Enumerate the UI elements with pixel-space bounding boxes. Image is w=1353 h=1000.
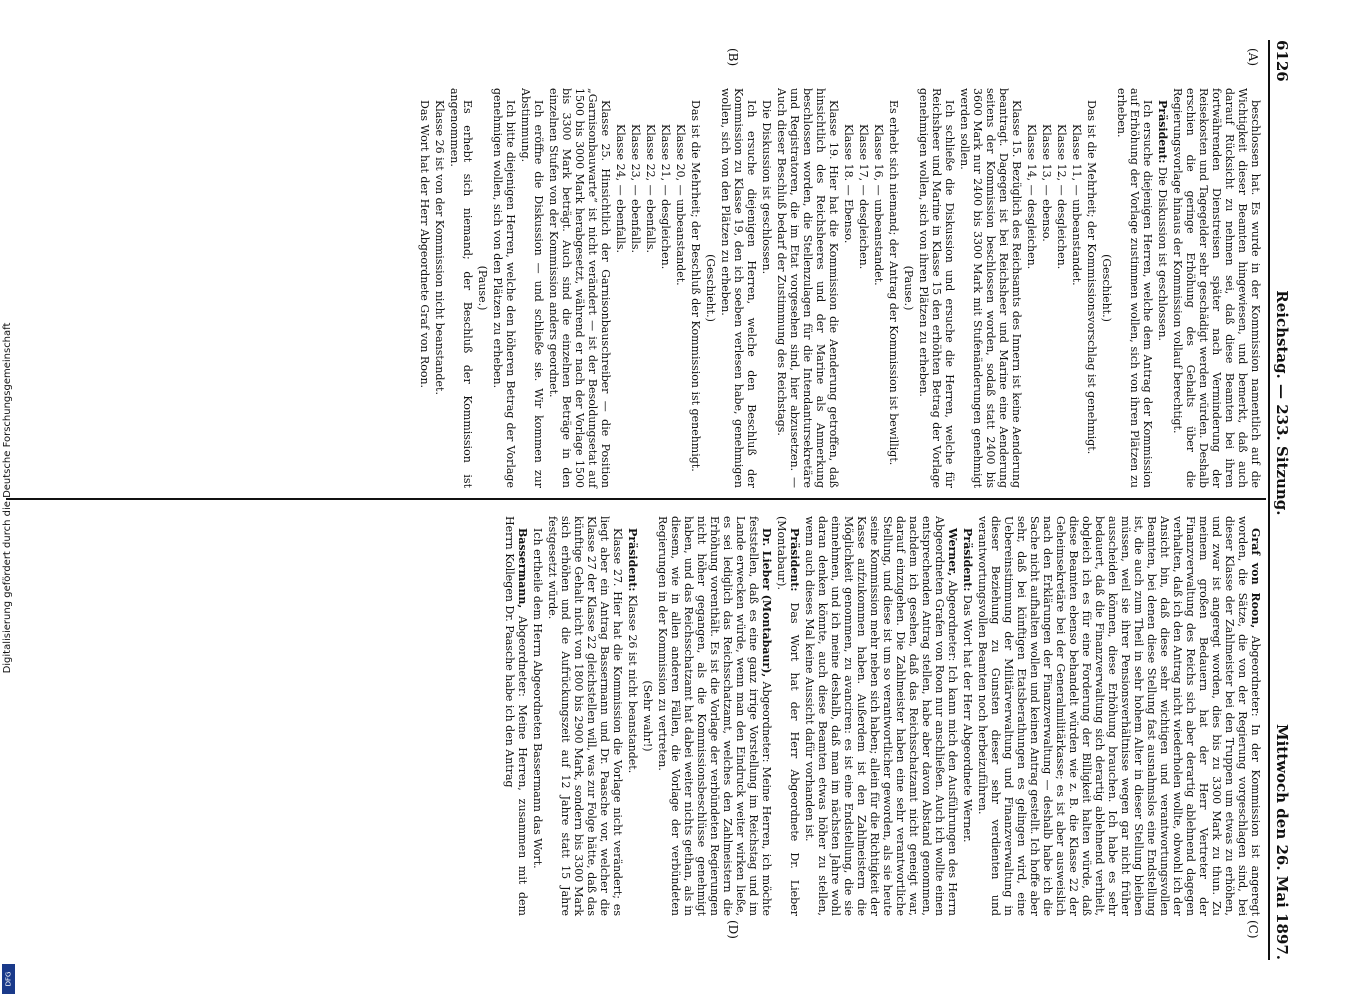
speech-paragraph: [976, 516, 1262, 916]
paragraph: Ich ertheile dem Herrn Abgeordneten Bassermann das Wort.: [531, 528, 544, 869]
class-item: Klasse 13, — ebenso.: [1040, 124, 1053, 242]
right-column: [501, 516, 1262, 916]
speech-text: Klasse 26 ist nicht beanstandet.: [626, 591, 639, 774]
class-item: Klasse 14, — desgleichen.: [1025, 124, 1038, 270]
stage-direction: (Sehr wahr!): [641, 680, 654, 752]
page-header: [1270, 40, 1294, 960]
class-item: Klasse 24, — ebenfalls.: [614, 124, 627, 254]
speech-text: Abgeordneter: Meine Herren, ich möchte feststellen, daß es eine ganz irrige Vorstellung im Reichstag und im Lande erwecken würde, wenn man den Eindruck weiter wirken ließe, es sei lediglich das Reichsschatzamt, welches den Zahlmeistern die Erhöhung vorenthält. Es ist die Vorlage der verbündeten Regierungen nicht höher gegangen, als die Kommissionsbeschlüsse genehmigt haben, und das Reichsschatzamt hat dabei weiter nichts gethan, als in diesem, wie in allen anderen Fällen, die Vorlage der verbündeten Regierungen in der Kommission zu vertreten.: [656, 516, 773, 916]
paragraph: Das Wort hat der Herr Abgeordnete Graf von Roon.: [418, 100, 431, 389]
class-item: Klasse 11, — unbeanstandet.: [1070, 124, 1083, 286]
speaker-name: Präsident:: [626, 528, 639, 592]
session-date: Mittwoch den 26. Mai 1897.: [1273, 723, 1291, 960]
page-number: 6126: [1273, 40, 1291, 82]
stage-direction: (Geschieht.): [1100, 254, 1113, 322]
dfg-logo-text: DFG: [4, 971, 13, 987]
speech-text: Abgeordneter: In der Kommission ist angeregt worden, die Sätze, die von der Regierung vorgeschlagen sind, bei dieser Klasse der Zahlmeister bei den Truppen um etwas zu erhöhen, und zwar ist angeregt worden, dies bis zu 3300 Mark zu thun. Zu meinem großen Bedauern hat der Herr Vertreter der Finanzverwaltung des Reichs sich aber derartig ablehnend dagegen verhalten, daß ich den Antrag nicht wiederholen wollte, obwohl ich der Ansicht bin, daß diese sehr wichtigen und verantwortungsvollen Beamten, bei denen diese Stellung fast ausnahmslos eine Endstellung ist, die auch zum Theil in sehr hohem Alter in dieser Stellung bleiben müssen, weil sie ihrer Pensionsverhältnisse wegen gar nicht früher ausscheiden können, diese Erhöhung brauchen. Ich habe es sehr bedauert, daß die Finanzverwaltung sich derartig ablehnend verhielt, obgleich ich es für eine Forderung der Billigkeit halten würde, daß diese Beamten ebenso behandelt würden wie z. B. die Klasse 22 der Geheimsekretäre bei der Generalmilitärkasse; es ist aber ausweislich nach den Erklärungen der Finanzverwaltung — deshalb habe ich die Sache nicht aufhalten wollen und keinen Antrag gestellt. Ich hoffe aber sehr, daß bei künftigen Etatsberathungen es gelingen wird, eine Uebereinstimmung der Militärverwaltung und Finanzverwaltung in dieser Beziehung zu Gunsten dieser sehr verdienten und verantwortungsvollen Beamten noch herbeizuführen.: [976, 516, 1262, 916]
class-item: Klasse 23, — ebenfalls.: [629, 124, 642, 254]
speech-paragraph: [626, 516, 639, 916]
speaker-name: Graf von Roon,: [1249, 528, 1262, 629]
digitization-note: Digitalisierung gefördert durch die Deutsche Forschungsgemeinschaft: [2, 322, 13, 674]
paragraph: Die Diskussion ist geschlossen.: [760, 100, 773, 275]
margin-marker-c: (C): [1246, 920, 1260, 939]
dfg-logo: [2, 964, 15, 994]
left-column: [416, 88, 1262, 488]
paragraph: Es erhebt sich niemand; der Antrag der Kommission ist bewilligt.: [887, 100, 900, 466]
class-item: Klasse 22, — ebenfalls.: [644, 124, 657, 254]
class-item: Klasse 18. — Ebenso.: [842, 124, 855, 244]
paragraph: Klasse 26 ist von der Kommission nicht beanstandet.: [433, 100, 446, 395]
header-rule: [1268, 40, 1270, 960]
speech-text: Das Wort hat der Herr Abgeordnete Dr. Lieber (Montabaur).: [775, 516, 801, 916]
paragraph: Ich ersuche diejenigen Herren, welche den Beschluß der Kommission zu Klasse 19, den ich soeben verlesen habe, genehmigen wollen, sich von den Plätzen zu erheben.: [719, 88, 758, 488]
class-item: Klasse 17, — desgleichen.: [857, 124, 870, 270]
speaker-name: Präsident:: [1156, 100, 1169, 164]
speaker-name: Dr. Lieber (Montabaur),: [760, 528, 773, 678]
speech-paragraph: [803, 516, 959, 916]
speech-text: Abgeordneter: Ich kann mich den Ausführungen des Herrn Abgeordneten Grafen von Roon nur anschließen. Auch ich wollte einen entsprechenden Antrag stellen, habe aber davon Abstand genommen, nachdem ich gesehen, daß das Reichsschatzamt nicht geneigt war, darauf einzugehen. Die Zahlmeister haben eine sehr verantwortliche Stellung, und diese ist um so verantwortlicher geworden, als sie heute seine Kommission mehr neben sich haben; allein für die Richtigkeit der Kasse aufzukommen haben. Außerdem ist den Zahlmeistern die Möglichkeit genommen, zu avanciren: es ist eine Endstellung, die sie einnehmen, und ich meine deshalb, daß man im nächsten Jahre wohl daran denken könnte, auch diese Beamten etwas höher zu stellen, wenn auch dieses Mal keine Aussicht dafür vorhanden ist.: [803, 516, 959, 916]
margin-marker-d: (D): [726, 920, 740, 939]
paragraph: Ich ersuche diejenigen Herren, welche dem Antrag der Kommission auf Erhöhung der Vorlage zustimmen wollen, sich von ihren Plätzen zu erheben.: [1115, 88, 1154, 488]
paragraph: Ich schließe die Diskussion und ersuche die Herren, welche für Reichsheer und Marine in Klasse 15 den erhöhten Betrag der Vorlage genehmigen wollen, sich von ihren Plätzen zu erheben.: [917, 88, 956, 488]
class-item: Klasse 20, — unbeanstandet.: [674, 124, 687, 286]
margin-marker-b: (B): [726, 48, 740, 67]
speech-paragraph: [775, 516, 801, 916]
speech-paragraph: [503, 516, 529, 916]
speech-paragraph: [961, 516, 974, 916]
paragraph: Ich bitte diejenigen Herren, welche den höheren Betrag der Vorlage genehmigen wollen, sich von den Plätzen zu erheben.: [491, 88, 517, 488]
margin-marker-a: (A): [1246, 48, 1260, 67]
speaker-name: Präsident:: [961, 528, 974, 592]
session-title: Reichstag. — 233. Sitzung.: [1273, 290, 1291, 516]
speech-paragraph: [656, 516, 773, 916]
paragraph: Das ist die Mehrheit; der Kommissionsvorschlag ist genehmigt.: [1085, 100, 1098, 455]
paragraph: Es erhebt sich niemand; der Beschluß der Kommission ist angenommen.: [448, 88, 474, 488]
paragraph: Klasse 19. Hier hat die Kommission die Aenderung getroffen, daß hinsichtlich des Reichsheeres und der Marine als Anmerkung beschlossen worden, die Stellenzulagen für die Intendantursekretäre und Registratoren, die im Etat vorgesehen sind, hier abzusetzen. — Auch dieser Beschluß bedarf der Zustimmung des Reichstags.: [775, 88, 840, 488]
class-item: Klasse 12, — desgleichen.: [1055, 124, 1068, 270]
class-item: Klasse 21, — desgleichen.: [659, 124, 672, 270]
paragraph: beschlossen hat. Es wurde in der Kommission namentlich auf die Wichtigkeit dieser Beamten hingewiesen, und bemerkt, daß auch darauf Rücksicht zu nehmen sei, daß diese Beamten bei ihren fortwährenden Dienstreisen später nach Verminderung der Reisekosten und Tagegelder sehr geschädigt werden würden. Deshalb erschien die geringe Erhöhung des Gehalts über die Regierungsvorlage hinaus der Kommission vollauf berechtigt.: [1171, 88, 1262, 488]
speaker-name: Werner,: [946, 528, 959, 577]
speech-text: Die Diskussion ist geschlossen.: [1156, 163, 1169, 342]
paragraph: Klasse 25. Hinsichtlich der Garnisonbauschreiber — die Position „Garnisonbauwarte“ ist nicht verändert — ist der Besoldungsetat auf 1500 bis 3000 Mark herabgesetzt, während er nach der Vorlage 1500 bis 3300 Mark beträgt. Auch sind die einzelnen Beträge in den einzelnen Stufen von der Kommission anders geordnet.: [547, 88, 612, 488]
speaker-name: Präsident:: [788, 528, 801, 592]
speaker-name: Bassermann,: [516, 528, 529, 609]
paragraph: Klasse 15. Bezüglich des Reichsamts des Innern ist keine Aenderung beantragt. Dagegen ist bei Reichsheer und Marine eine Aenderung seitens der Kommission beschlossen worden, sodaß statt 2400 bis 3600 Mark nur 2400 bis 3300 Mark mit Stufenänderungen genehmigt werden sollen.: [958, 88, 1023, 488]
speech-text: Das Wort hat der Herr Abgeordnete Werner.: [961, 591, 974, 843]
column-divider: [6, 498, 1266, 500]
speech-text: Abgeordneter: Meine Herren, zusammen mit dem Herrn Kollegen Dr. Paasche habe ich den Antrag: [503, 516, 529, 916]
paragraph: Ich eröffne die Diskussion — und schließe sie. Wir kommen zur Abstimmung.: [519, 88, 545, 488]
stage-direction: (Geschieht.): [704, 254, 717, 322]
speech-paragraph: [1156, 88, 1169, 488]
paragraph: Klasse 27. Hier hat die Kommission die Vorlage nicht verändert; es liegt aber ein Antrag Bassermann und Dr. Paasche vor, welcher die Klasse 27 der Klasse 22 gleichstellen will, was zur Folge hätte, daß das künftige Gehalt nicht von 1800 bis 2900 Mark, sondern bis 3300 Mark sich erhöhen und die Aufrückungszeit auf 12 Jahre statt 15 Jahre festgesetzt würde.: [546, 516, 624, 916]
digitization-strip: [0, 0, 18, 1000]
stage-direction: (Pause.): [902, 265, 915, 311]
stage-direction: (Pause.): [476, 265, 489, 311]
class-item: Klasse 16, — unbeanstandet.: [872, 124, 885, 286]
paragraph: Das ist die Mehrheit; der Beschluß der Kommission ist genehmigt.: [689, 100, 702, 472]
